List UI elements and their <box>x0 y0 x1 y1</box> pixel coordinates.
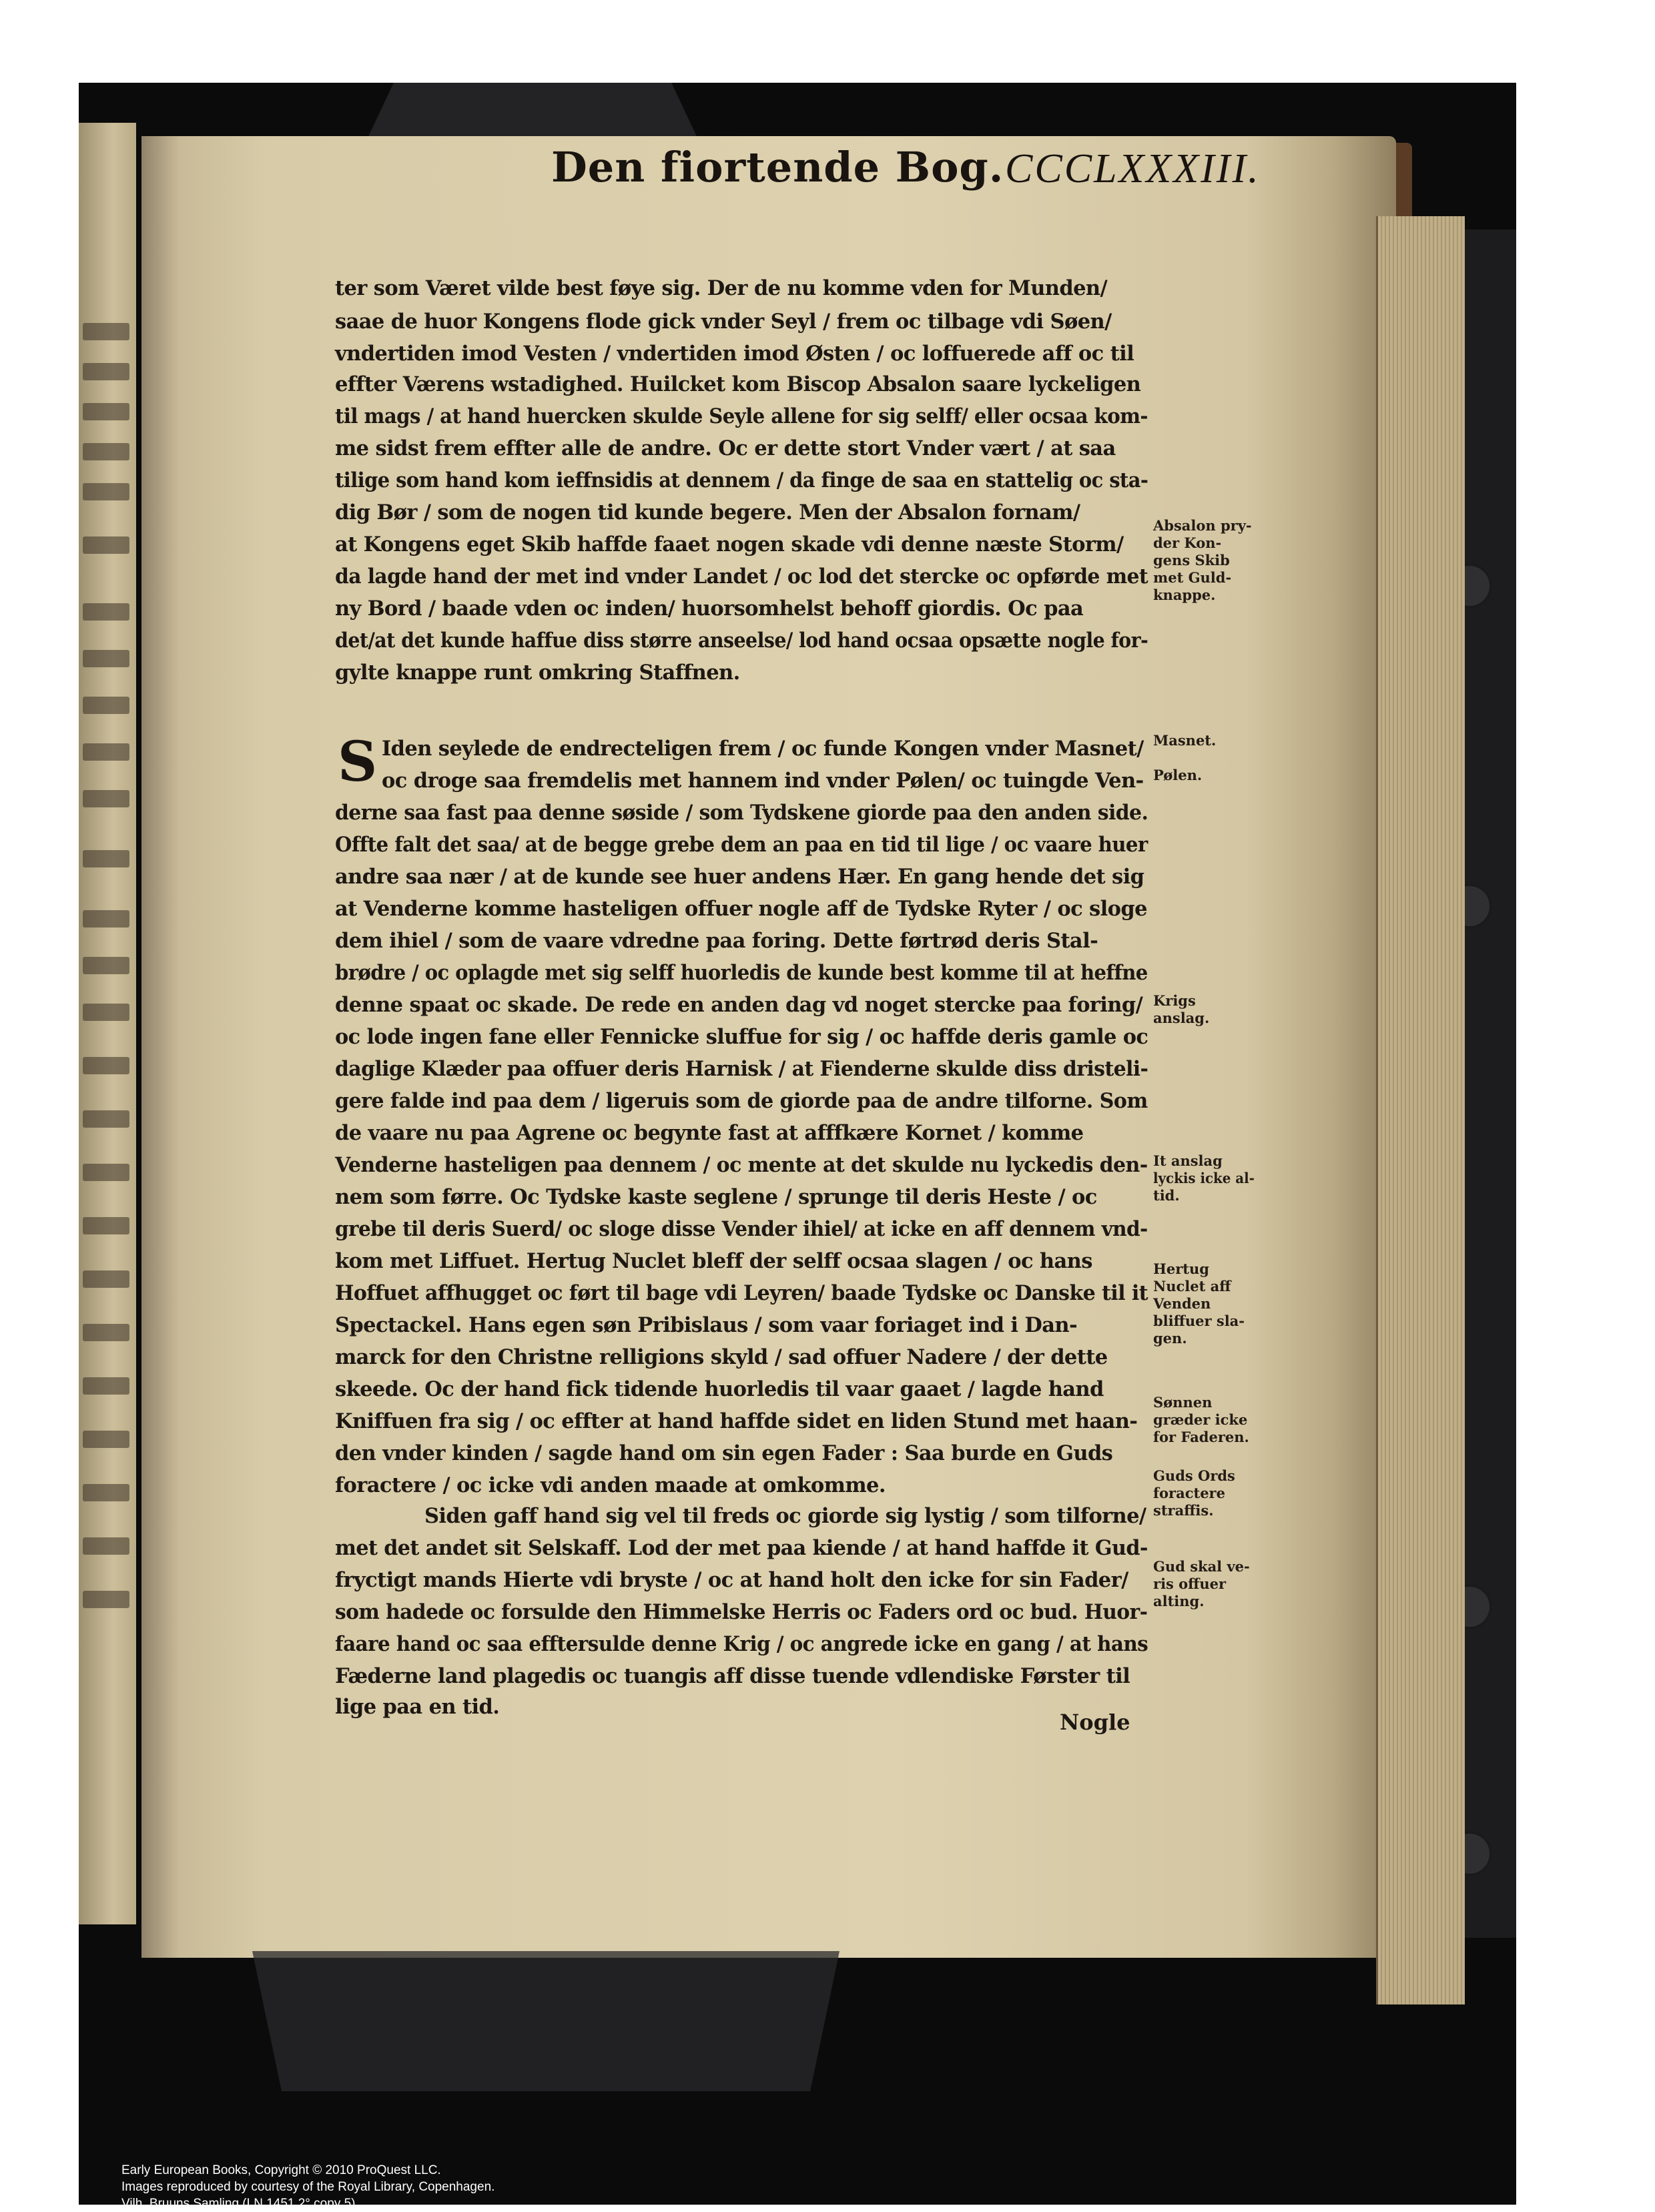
text-line: me sidst frem effter alle de andre. Oc er dette stort Vnder vært / at saa <box>335 436 1116 460</box>
book-clamp <box>252 1951 840 2091</box>
margin-note: Sønnen <box>1153 1394 1213 1411</box>
margin-note: Pølen. <box>1153 767 1203 783</box>
text-line: skeede. Oc der hand fick tidende huorledis til vaar gaaet / lagde hand <box>335 1377 1104 1401</box>
text-line: dig Bør / som de nogen tid kunde begere. Men der Absalon fornam/ <box>335 500 1080 524</box>
text-line: fryctigt mands Hierte vdi bryste / oc at hand holt den icke for sin Fader/ <box>335 1568 1128 1592</box>
text-line: ny Bord / baade vden oc inden/ huorsomhelst behoff giordis. Oc paa <box>335 597 1084 621</box>
margin-note: der Kon- <box>1153 534 1222 551</box>
margin-note: gens Skib <box>1153 552 1230 569</box>
catchword: Nogle <box>1060 1710 1130 1735</box>
text-line: ter som Været vilde best føye sig. Der de nu komme vden for Munden/ <box>335 276 1108 300</box>
credits <box>121 2162 722 2212</box>
credit-line: Images reproduced by courtesy of the Royal Library, Copenhagen. <box>121 2180 495 2194</box>
margin-note: Guds Ords <box>1153 1467 1235 1484</box>
text-line: marck for den Christne relligions skyld / sad offuer Nadere / der dette <box>335 1345 1108 1369</box>
running-header <box>491 136 1399 210</box>
margin-note: for Faderen. <box>1153 1429 1249 1445</box>
text-line: nem som førre. Oc Tydske kaste seglene / sprunge til deris Heste / oc <box>335 1185 1097 1209</box>
margin-note: Venden <box>1153 1295 1211 1312</box>
margin-note: Krigs <box>1153 992 1196 1009</box>
margin-note: foractere <box>1153 1485 1225 1501</box>
text-line: tilige som hand kom ieffnsidis at dennem / da finge de saa en stattelig oc sta- <box>335 468 1148 492</box>
text-line: den vnder kinden / sagde hand om sin egen Fader : Saa burde en Guds <box>335 1441 1113 1465</box>
margin-note: bliffuer sla- <box>1153 1313 1245 1329</box>
text-line: oc droge saa fremdelis met hannem ind vnder Pølen/ oc tuingde Ven- <box>382 769 1144 793</box>
margin-note: tid. <box>1153 1187 1180 1204</box>
text-line: Hoffuet affhugget oc ført til bage vdi Leyren/ baade Tydske oc Danske til it <box>335 1281 1148 1305</box>
credit-line: Early European Books, Copyright © 2010 ProQuest LLC. <box>121 2163 441 2177</box>
credit-line: Vilh. Bruuns Samling (LN 1451 2° copy 5) <box>121 2197 356 2211</box>
margin-note: gen. <box>1153 1330 1187 1347</box>
text-line: faare hand oc saa efftersulde denne Krig / oc angrede icke en gang / at hans <box>335 1632 1148 1656</box>
text-line: brødre / oc oplagde met sig selff huorledis de kunde best komme til at heffne <box>335 961 1148 985</box>
left-page-fragment <box>79 123 136 1924</box>
text-line: at Kongens eget Skib haffde faaet nogen skade vdi denne næste Storm/ <box>335 532 1124 557</box>
margin-note: Gud skal ve- <box>1153 1558 1250 1575</box>
margin-note: It anslag <box>1153 1152 1223 1169</box>
text-line: saae de huor Kongens flode gick vnder Seyl / frem oc tilbage vdi Søen/ <box>335 310 1112 334</box>
text-line: Spectackel. Hans egen søn Pribislaus / som vaar foriaget ind i Dan- <box>335 1313 1078 1337</box>
text-line: at Venderne komme hasteligen offuer nogle aff de Tydske Ryter / oc sloge <box>335 897 1147 921</box>
margin-note: lyckis icke al- <box>1153 1170 1255 1186</box>
text-line: kom met Liffuet. Hertug Nuclet bleff der selff ocsaa slagen / oc hans <box>335 1249 1092 1273</box>
margin-note: met Guld- <box>1153 569 1232 586</box>
text-line: Fæderne land plagedis oc tuangis aff disse tuende vdlendiske Førster til <box>335 1664 1130 1688</box>
text-line: Siden gaff hand sig vel til freds oc giorde sig lystig / som tilforne/ <box>424 1504 1146 1528</box>
text-line: met det andet sit Selskaff. Lod der met paa kiende / at hand haffde it Gud- <box>335 1536 1148 1560</box>
margin-note: ris offuer <box>1153 1575 1227 1592</box>
text-line: foractere / oc icke vdi anden maade at omkomme. <box>335 1473 886 1497</box>
page-title: Den fiortende Bog. <box>551 143 1004 192</box>
margin-note: græder icke <box>1153 1411 1248 1428</box>
text-line: da lagde hand der met ind vnder Landet / oc lod det stercke oc opførde met <box>335 565 1148 589</box>
text-line: Kniffuen fra sig / oc effter at hand haffde sidet en liden Stund met haan- <box>335 1409 1138 1433</box>
text-line: Iden seylede de endrecteligen frem / oc funde Kongen vnder Masnet/ <box>382 737 1144 761</box>
text-line: gylte knappe runt omkring Staffnen. <box>335 661 740 685</box>
text-line: grebe til deris Suerd/ oc sloge disse Vender ihiel/ at icke en aff dennem vnd- <box>335 1217 1148 1241</box>
text-line: det/at det kunde haffue diss større anseelse/ lod hand ocsaa opsætte nogle for- <box>335 629 1148 653</box>
text-line: dem ihiel / som de vaare vdredne paa foring. Dette førtrød deris Stal- <box>335 929 1098 953</box>
page-fore-edge <box>1376 216 1465 2004</box>
text-line: gere falde ind paa dem / ligeruis som de giorde paa de andre tilforne. Som <box>335 1089 1148 1113</box>
margin-note: alting. <box>1153 1593 1205 1609</box>
margin-note: Nuclet aff <box>1153 1278 1231 1295</box>
margin-note: anslag. <box>1153 1010 1210 1026</box>
margin-note: Absalon pry- <box>1153 517 1252 534</box>
text-line: derne saa fast paa denne søside / som Tydskene giorde paa den anden side. <box>335 801 1148 825</box>
text-line: oc lode ingen fane eller Fennicke sluffue for sig / oc haffde deris gamle oc <box>335 1025 1148 1049</box>
initial-letter: S <box>338 730 378 794</box>
margin-note: Hertug <box>1153 1260 1209 1277</box>
folio-number: CCCLXXXIII. <box>1005 146 1261 192</box>
text-line: til mags / at hand huercken skulde Seyle allene for sig selff/ eller ocsaa kom- <box>335 404 1148 428</box>
text-line: vndertiden imod Vesten / vndertiden imod Østen / oc loffuerede aff oc til <box>335 342 1134 366</box>
margin-note: knappe. <box>1153 587 1216 603</box>
text-line: Offte falt det saa/ at de begge grebe dem an paa en tid til lige / oc vaare huer <box>335 833 1148 857</box>
margin-note: Masnet. <box>1153 732 1217 749</box>
text-line: Venderne hasteligen paa dennem / oc mente at det skulde nu lyckedis den- <box>335 1153 1148 1177</box>
text-line: andre saa nær / at de kunde see huer andens Hær. En gang hende det sig <box>335 865 1144 889</box>
text-line: denne spaat oc skade. De rede en anden dag vd noget stercke paa foring/ <box>335 993 1143 1017</box>
margin-note: straffis. <box>1153 1502 1214 1519</box>
text-line: de vaare nu paa Agrene oc begynte fast at afffkære Kornet / komme <box>335 1121 1084 1145</box>
text-line: daglige Klæder paa offuer deris Harnisk / at Fienderne skulde diss dristeli- <box>335 1057 1148 1081</box>
text-line: effter Værens wstadighed. Huilcket kom Biscop Absalon saare lyckeligen <box>335 372 1141 396</box>
text-line: som hadede oc forsulde den Himmelske Herris oc Faders ord oc bud. Huor- <box>335 1600 1148 1624</box>
text-line: lige paa en tid. <box>335 1695 500 1719</box>
